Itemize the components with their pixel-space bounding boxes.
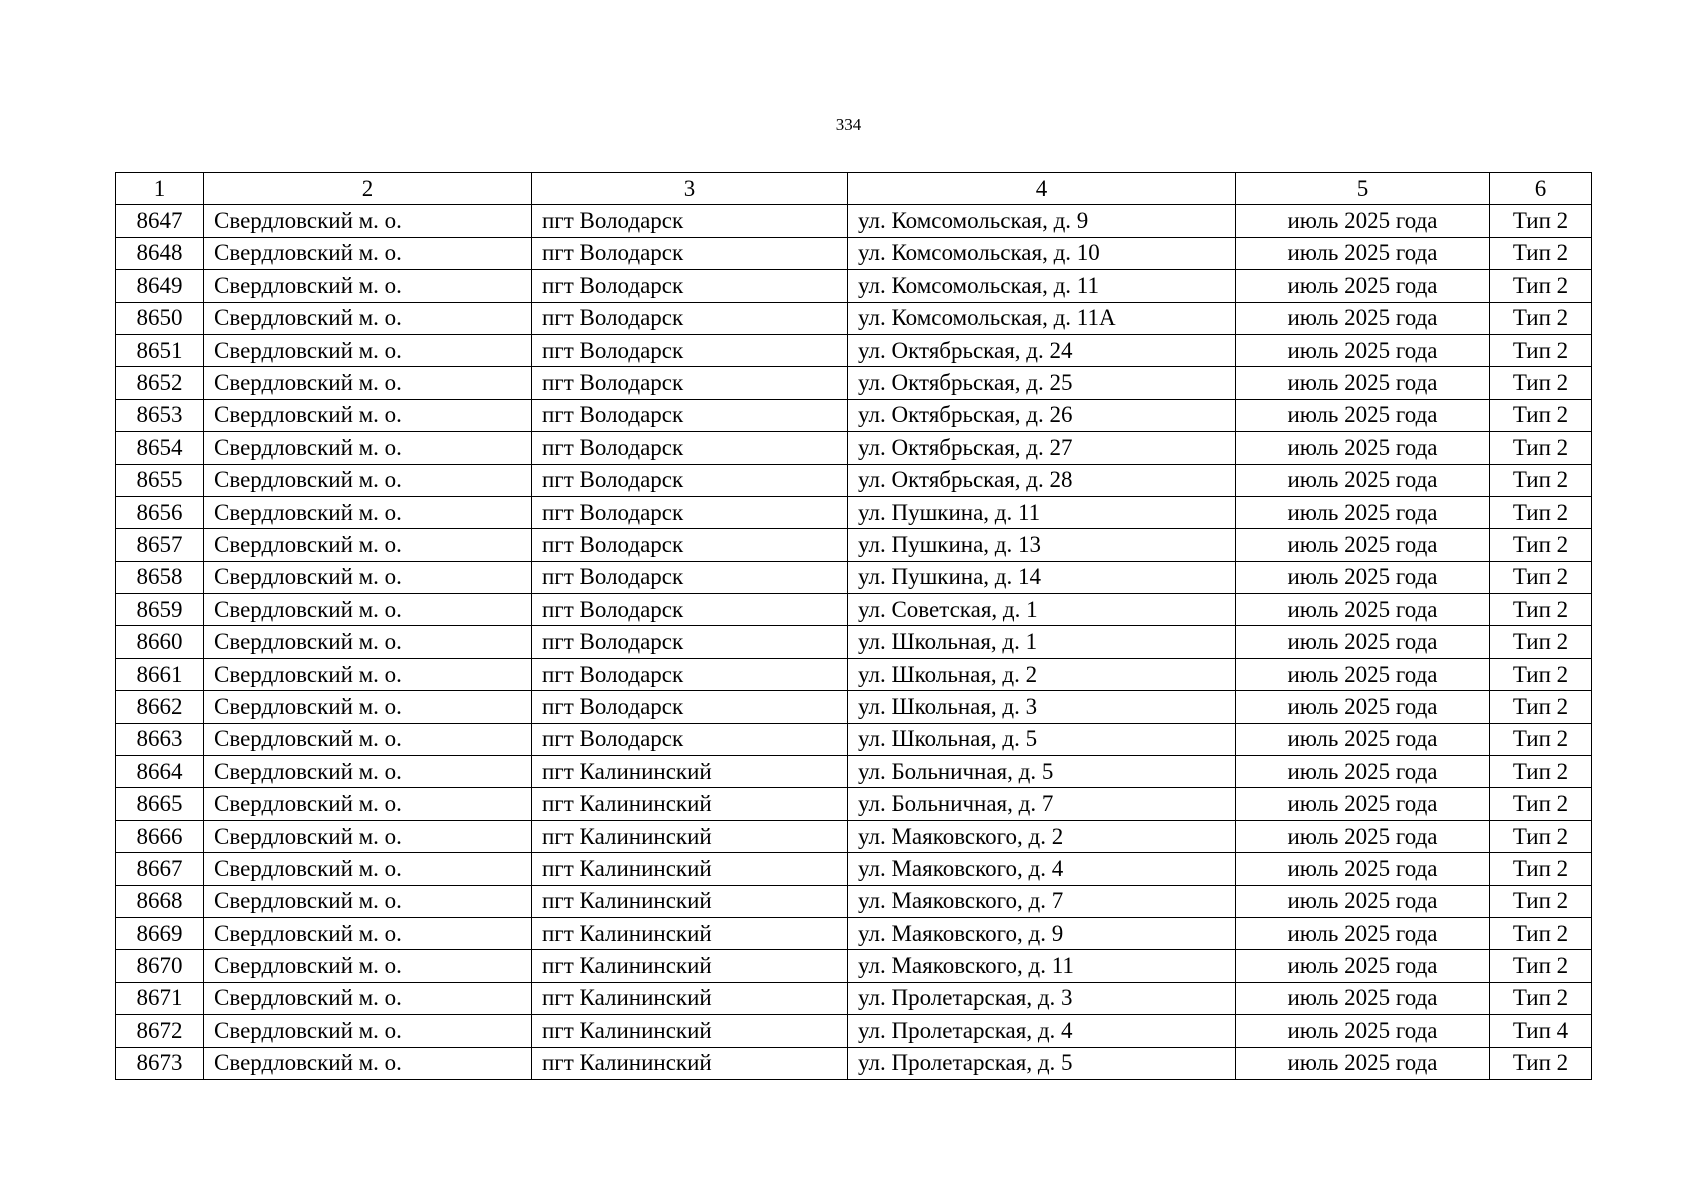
row-number-cell: 8650	[116, 302, 204, 334]
table-row	[116, 1015, 1592, 1047]
column-header-3: 3	[532, 173, 848, 205]
municipality-cell: Свердловский м. о.	[204, 237, 532, 269]
address-cell: ул. Школьная, д. 1	[848, 626, 1236, 658]
table-row	[116, 432, 1592, 464]
municipality-cell: Свердловский м. о.	[204, 756, 532, 788]
address-cell: ул. Маяковского, д. 11	[848, 950, 1236, 982]
date-cell: июль 2025 года	[1236, 561, 1490, 593]
settlement-cell: пгт Володарск	[532, 334, 848, 366]
type-cell: Тип 2	[1490, 496, 1592, 528]
type-cell: Тип 2	[1490, 626, 1592, 658]
municipality-cell: Свердловский м. о.	[204, 334, 532, 366]
municipality-cell: Свердловский м. о.	[204, 270, 532, 302]
table-row	[116, 756, 1592, 788]
row-number-cell: 8651	[116, 334, 204, 366]
table-row	[116, 917, 1592, 949]
type-cell: Тип 2	[1490, 594, 1592, 626]
table-row	[116, 950, 1592, 982]
date-cell: июль 2025 года	[1236, 1015, 1490, 1047]
municipality-cell: Свердловский м. о.	[204, 432, 532, 464]
address-cell: ул. Школьная, д. 5	[848, 723, 1236, 755]
settlement-cell: пгт Володарск	[532, 399, 848, 431]
date-cell: июль 2025 года	[1236, 594, 1490, 626]
municipality-cell: Свердловский м. о.	[204, 1047, 532, 1079]
type-cell: Тип 2	[1490, 950, 1592, 982]
row-number-cell: 8668	[116, 885, 204, 917]
settlement-cell: пгт Володарск	[532, 205, 848, 237]
table-row	[116, 594, 1592, 626]
address-cell: ул. Комсомольская, д. 11А	[848, 302, 1236, 334]
column-header-1: 1	[116, 173, 204, 205]
date-cell: июль 2025 года	[1236, 302, 1490, 334]
date-cell: июль 2025 года	[1236, 626, 1490, 658]
municipality-cell: Свердловский м. о.	[204, 658, 532, 690]
row-number-cell: 8673	[116, 1047, 204, 1079]
settlement-cell: пгт Калининский	[532, 1015, 848, 1047]
settlement-cell: пгт Володарск	[532, 529, 848, 561]
municipality-cell: Свердловский м. о.	[204, 788, 532, 820]
settlement-cell: пгт Калининский	[532, 788, 848, 820]
date-cell: июль 2025 года	[1236, 529, 1490, 561]
type-cell: Тип 2	[1490, 270, 1592, 302]
date-cell: июль 2025 года	[1236, 982, 1490, 1014]
address-cell: ул. Школьная, д. 2	[848, 658, 1236, 690]
municipality-cell: Свердловский м. о.	[204, 1015, 532, 1047]
type-cell: Тип 4	[1490, 1015, 1592, 1047]
date-cell: июль 2025 года	[1236, 399, 1490, 431]
type-cell: Тип 2	[1490, 820, 1592, 852]
type-cell: Тип 2	[1490, 399, 1592, 431]
address-cell: ул. Октябрьская, д. 25	[848, 367, 1236, 399]
settlement-cell: пгт Володарск	[532, 432, 848, 464]
municipality-cell: Свердловский м. о.	[204, 950, 532, 982]
row-number-cell: 8660	[116, 626, 204, 658]
row-number-cell: 8648	[116, 237, 204, 269]
type-cell: Тип 2	[1490, 982, 1592, 1014]
row-number-cell: 8654	[116, 432, 204, 464]
municipality-cell: Свердловский м. о.	[204, 399, 532, 431]
municipality-cell: Свердловский м. о.	[204, 496, 532, 528]
municipality-cell: Свердловский м. о.	[204, 626, 532, 658]
address-cell: ул. Пушкина, д. 11	[848, 496, 1236, 528]
table-row	[116, 464, 1592, 496]
type-cell: Тип 2	[1490, 853, 1592, 885]
type-cell: Тип 2	[1490, 432, 1592, 464]
municipality-cell: Свердловский м. о.	[204, 529, 532, 561]
table-row	[116, 496, 1592, 528]
register-table	[115, 172, 1592, 1080]
address-cell: ул. Пролетарская, д. 3	[848, 982, 1236, 1014]
table-row	[116, 658, 1592, 690]
settlement-cell: пгт Володарск	[532, 691, 848, 723]
type-cell: Тип 2	[1490, 205, 1592, 237]
settlement-cell: пгт Володарск	[532, 561, 848, 593]
row-number-cell: 8661	[116, 658, 204, 690]
settlement-cell: пгт Калининский	[532, 853, 848, 885]
address-cell: ул. Больничная, д. 5	[848, 756, 1236, 788]
table-row	[116, 723, 1592, 755]
row-number-cell: 8649	[116, 270, 204, 302]
municipality-cell: Свердловский м. о.	[204, 917, 532, 949]
table-body	[116, 205, 1592, 1080]
row-number-cell: 8655	[116, 464, 204, 496]
settlement-cell: пгт Калининский	[532, 950, 848, 982]
settlement-cell: пгт Володарск	[532, 658, 848, 690]
settlement-cell: пгт Володарск	[532, 594, 848, 626]
type-cell: Тип 2	[1490, 367, 1592, 399]
row-number-cell: 8672	[116, 1015, 204, 1047]
page-number: 334	[835, 115, 862, 134]
date-cell: июль 2025 года	[1236, 432, 1490, 464]
column-header-2: 2	[204, 173, 532, 205]
date-cell: июль 2025 года	[1236, 464, 1490, 496]
date-cell: июль 2025 года	[1236, 334, 1490, 366]
settlement-cell: пгт Калининский	[532, 885, 848, 917]
address-cell: ул. Октябрьская, д. 26	[848, 399, 1236, 431]
date-cell: июль 2025 года	[1236, 917, 1490, 949]
date-cell: июль 2025 года	[1236, 723, 1490, 755]
municipality-cell: Свердловский м. о.	[204, 302, 532, 334]
row-number-cell: 8670	[116, 950, 204, 982]
date-cell: июль 2025 года	[1236, 691, 1490, 723]
date-cell: июль 2025 года	[1236, 756, 1490, 788]
type-cell: Тип 2	[1490, 788, 1592, 820]
municipality-cell: Свердловский м. о.	[204, 367, 532, 399]
column-header-5: 5	[1236, 173, 1490, 205]
table-row	[116, 626, 1592, 658]
date-cell: июль 2025 года	[1236, 885, 1490, 917]
settlement-cell: пгт Калининский	[532, 1047, 848, 1079]
settlement-cell: пгт Володарск	[532, 367, 848, 399]
table-header-row	[116, 173, 1592, 205]
date-cell: июль 2025 года	[1236, 950, 1490, 982]
address-cell: ул. Маяковского, д. 2	[848, 820, 1236, 852]
municipality-cell: Свердловский м. о.	[204, 885, 532, 917]
row-number-cell: 8653	[116, 399, 204, 431]
date-cell: июль 2025 года	[1236, 367, 1490, 399]
settlement-cell: пгт Калининский	[532, 820, 848, 852]
municipality-cell: Свердловский м. о.	[204, 691, 532, 723]
column-header-4: 4	[848, 173, 1236, 205]
table-row	[116, 788, 1592, 820]
row-number-cell: 8669	[116, 917, 204, 949]
municipality-cell: Свердловский м. о.	[204, 723, 532, 755]
table-row	[116, 982, 1592, 1014]
row-number-cell: 8658	[116, 561, 204, 593]
municipality-cell: Свердловский м. о.	[204, 982, 532, 1014]
municipality-cell: Свердловский м. о.	[204, 205, 532, 237]
table-row	[116, 853, 1592, 885]
address-cell: ул. Маяковского, д. 7	[848, 885, 1236, 917]
municipality-cell: Свердловский м. о.	[204, 464, 532, 496]
type-cell: Тип 2	[1490, 561, 1592, 593]
table-row	[116, 237, 1592, 269]
table-row	[116, 885, 1592, 917]
address-cell: ул. Маяковского, д. 4	[848, 853, 1236, 885]
date-cell: июль 2025 года	[1236, 820, 1490, 852]
address-cell: ул. Октябрьская, д. 28	[848, 464, 1236, 496]
row-number-cell: 8667	[116, 853, 204, 885]
table-row	[116, 561, 1592, 593]
address-cell: ул. Школьная, д. 3	[848, 691, 1236, 723]
column-header-6: 6	[1490, 173, 1592, 205]
table-row	[116, 399, 1592, 431]
row-number-cell: 8657	[116, 529, 204, 561]
type-cell: Тип 2	[1490, 1047, 1592, 1079]
date-cell: июль 2025 года	[1236, 1047, 1490, 1079]
row-number-cell: 8665	[116, 788, 204, 820]
date-cell: июль 2025 года	[1236, 853, 1490, 885]
type-cell: Тип 2	[1490, 529, 1592, 561]
row-number-cell: 8666	[116, 820, 204, 852]
type-cell: Тип 2	[1490, 334, 1592, 366]
municipality-cell: Свердловский м. о.	[204, 853, 532, 885]
address-cell: ул. Пушкина, д. 13	[848, 529, 1236, 561]
address-cell: ул. Больничная, д. 7	[848, 788, 1236, 820]
type-cell: Тип 2	[1490, 723, 1592, 755]
type-cell: Тип 2	[1490, 302, 1592, 334]
type-cell: Тип 2	[1490, 464, 1592, 496]
type-cell: Тип 2	[1490, 756, 1592, 788]
settlement-cell: пгт Калининский	[532, 917, 848, 949]
table-row	[116, 367, 1592, 399]
settlement-cell: пгт Володарск	[532, 626, 848, 658]
type-cell: Тип 2	[1490, 691, 1592, 723]
settlement-cell: пгт Володарск	[532, 496, 848, 528]
row-number-cell: 8663	[116, 723, 204, 755]
address-cell: ул. Комсомольская, д. 9	[848, 205, 1236, 237]
settlement-cell: пгт Володарск	[532, 270, 848, 302]
date-cell: июль 2025 года	[1236, 237, 1490, 269]
type-cell: Тип 2	[1490, 658, 1592, 690]
table-row	[116, 302, 1592, 334]
table-row	[116, 334, 1592, 366]
date-cell: июль 2025 года	[1236, 270, 1490, 302]
date-cell: июль 2025 года	[1236, 788, 1490, 820]
row-number-cell: 8652	[116, 367, 204, 399]
row-number-cell: 8647	[116, 205, 204, 237]
table-row	[116, 270, 1592, 302]
settlement-cell: пгт Володарск	[532, 723, 848, 755]
address-cell: ул. Октябрьская, д. 27	[848, 432, 1236, 464]
address-cell: ул. Комсомольская, д. 11	[848, 270, 1236, 302]
row-number-cell: 8664	[116, 756, 204, 788]
table-row	[116, 205, 1592, 237]
row-number-cell: 8659	[116, 594, 204, 626]
type-cell: Тип 2	[1490, 885, 1592, 917]
date-cell: июль 2025 года	[1236, 496, 1490, 528]
date-cell: июль 2025 года	[1236, 205, 1490, 237]
address-cell: ул. Пролетарская, д. 4	[848, 1015, 1236, 1047]
table-row	[116, 691, 1592, 723]
settlement-cell: пгт Володарск	[532, 237, 848, 269]
row-number-cell: 8671	[116, 982, 204, 1014]
settlement-cell: пгт Калининский	[532, 982, 848, 1014]
table-row	[116, 529, 1592, 561]
type-cell: Тип 2	[1490, 237, 1592, 269]
address-cell: ул. Пролетарская, д. 5	[848, 1047, 1236, 1079]
municipality-cell: Свердловский м. о.	[204, 820, 532, 852]
table-row	[116, 1047, 1592, 1079]
row-number-cell: 8662	[116, 691, 204, 723]
settlement-cell: пгт Володарск	[532, 464, 848, 496]
settlement-cell: пгт Калининский	[532, 756, 848, 788]
municipality-cell: Свердловский м. о.	[204, 561, 532, 593]
address-cell: ул. Комсомольская, д. 10	[848, 237, 1236, 269]
type-cell: Тип 2	[1490, 917, 1592, 949]
address-cell: ул. Октябрьская, д. 24	[848, 334, 1236, 366]
address-cell: ул. Пушкина, д. 14	[848, 561, 1236, 593]
row-number-cell: 8656	[116, 496, 204, 528]
address-cell: ул. Советская, д. 1	[848, 594, 1236, 626]
table-row	[116, 820, 1592, 852]
settlement-cell: пгт Володарск	[532, 302, 848, 334]
date-cell: июль 2025 года	[1236, 658, 1490, 690]
municipality-cell: Свердловский м. о.	[204, 594, 532, 626]
address-cell: ул. Маяковского, д. 9	[848, 917, 1236, 949]
